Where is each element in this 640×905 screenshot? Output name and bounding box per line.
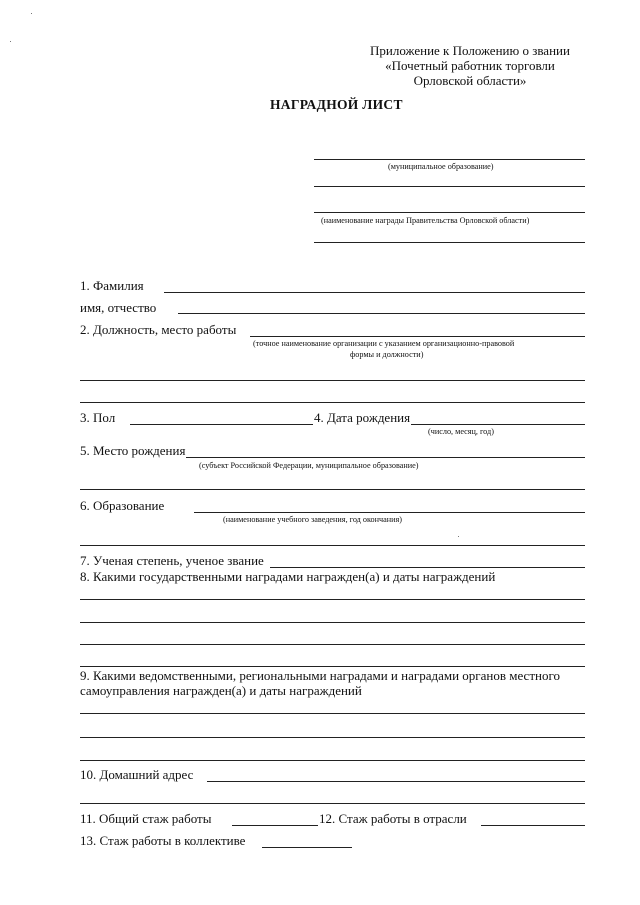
field-birthplace-label: 5. Место рождения [80, 443, 186, 458]
scan-speck [31, 13, 32, 14]
field-education-line-2[interactable] [80, 545, 585, 546]
field-name-line[interactable] [178, 313, 585, 314]
field-position-label: 2. Должность, место работы [80, 322, 237, 337]
field-state-awards-line-3[interactable] [80, 644, 585, 645]
field-team-experience-label: 13. Стаж работы в коллективе [80, 833, 246, 848]
field-birthplace-line-2[interactable] [80, 489, 585, 490]
field-industry-experience-line[interactable] [481, 825, 585, 826]
field-birthdate-line[interactable] [411, 424, 585, 425]
field-departmental-awards-label-1: 9. Какими ведомственными, региональными наградами и наградами органов местного [80, 668, 560, 683]
field-degree-line[interactable] [270, 567, 585, 568]
field-birthplace-hint: (субъект Российской Федерации, муниципальное образование) [199, 461, 419, 470]
field-education-hint: (наименование учебного заведения, год окончания) [223, 515, 403, 524]
field-departmental-awards-line-1[interactable] [80, 713, 585, 714]
field-position-hint-2: формы и должности) [350, 350, 424, 359]
field-departmental-awards-line-2[interactable] [80, 737, 585, 738]
field-birthdate-label: 4. Дата рождения [314, 410, 411, 425]
field-team-experience-line[interactable] [262, 847, 352, 848]
field-state-awards-label: 8. Какими государственными наградами награжден(а) и даты награждений [80, 569, 496, 584]
award-line-2[interactable] [314, 242, 585, 243]
field-education-label: 6. Образование [80, 498, 165, 513]
field-position-line-2[interactable] [80, 380, 585, 381]
scan-speck [458, 536, 459, 537]
field-address-line[interactable] [207, 781, 585, 782]
field-address-line-2[interactable] [80, 803, 585, 804]
field-birthplace-line[interactable] [186, 457, 585, 458]
field-state-awards-line-4[interactable] [80, 666, 585, 667]
field-education-line[interactable] [194, 512, 585, 513]
field-address-label: 10. Домашний адрес [80, 767, 194, 782]
header-line-3: Орловской области» [413, 73, 527, 88]
award-hint: (наименование награды Правительства Орловской области) [321, 216, 530, 225]
award-line[interactable] [314, 212, 585, 213]
header-line-2: «Почетный работник торговли [385, 58, 555, 73]
field-gender-label: 3. Пол [80, 410, 116, 425]
field-birthdate-hint: (число, месяц, год) [428, 427, 494, 436]
field-name-label: имя, отчество [80, 300, 157, 315]
field-state-awards-line-2[interactable] [80, 622, 585, 623]
document-title: НАГРАДНОЙ ЛИСТ [270, 97, 403, 112]
field-surname-label: 1. Фамилия [80, 278, 144, 293]
field-departmental-awards-label-2: самоуправления награжден(а) и даты награждений [80, 683, 362, 698]
field-position-line-3[interactable] [80, 402, 585, 403]
field-total-experience-line[interactable] [232, 825, 318, 826]
scan-speck [10, 41, 11, 42]
field-total-experience-label: 11. Общий стаж работы [80, 811, 212, 826]
municipality-hint: (муниципальное образование) [388, 162, 494, 171]
field-position-line[interactable] [250, 336, 585, 337]
header-line-1: Приложение к Положению о звании [370, 43, 570, 58]
field-surname-line[interactable] [164, 292, 585, 293]
municipality-line[interactable] [314, 159, 585, 160]
municipality-line-2[interactable] [314, 186, 585, 187]
field-departmental-awards-line-3[interactable] [80, 760, 585, 761]
field-gender-line[interactable] [130, 424, 313, 425]
field-state-awards-line-1[interactable] [80, 599, 585, 600]
field-position-hint-1: (точное наименование организации с указанием организационно-правовой [253, 339, 515, 348]
field-industry-experience-label: 12. Стаж работы в отрасли [319, 811, 467, 826]
field-degree-label: 7. Ученая степень, ученое звание [80, 553, 264, 568]
